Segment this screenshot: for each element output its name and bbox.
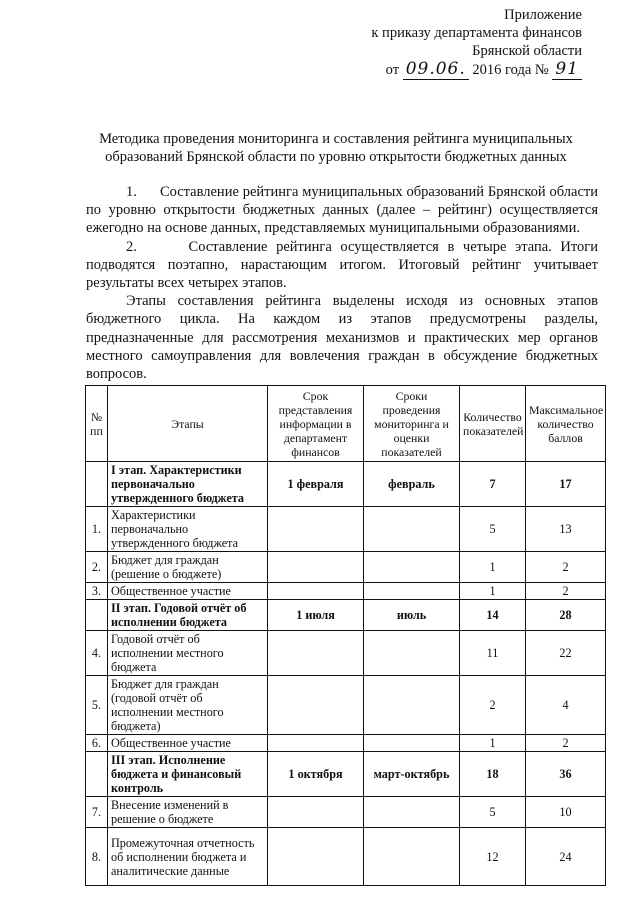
cell-stage-name: Внесение изменений в решение о бюджете (108, 797, 268, 828)
paragraph-2: 2. Составление рейтинга осуществляется в четыре этапа. Итоги подводятся поэтапно, нарастающим итогом. Итоговый рейтинг учитывает результаты всех четырех этапов. (86, 238, 598, 292)
cell-max: 13 (526, 507, 606, 552)
cell-deadline (268, 631, 364, 676)
cell-deadline: 1 июля (268, 600, 364, 631)
cell-num (86, 600, 108, 631)
cell-count: 2 (460, 676, 526, 735)
cell-max: 36 (526, 752, 606, 797)
cell-count: 11 (460, 631, 526, 676)
table-row (86, 828, 606, 886)
cell-stage-name: Общественное участие (108, 735, 268, 752)
header-deadline: Срок представления информации в департамент финансов (268, 386, 364, 462)
cell-deadline (268, 797, 364, 828)
cell-monitoring (364, 797, 460, 828)
table-row (86, 600, 606, 631)
cell-max: 2 (526, 552, 606, 583)
cell-max: 17 (526, 462, 606, 507)
table-header-row (86, 386, 606, 462)
table-row (86, 797, 606, 828)
rating-stages-table (85, 385, 606, 886)
handwritten-number: 91 (555, 59, 579, 79)
cell-monitoring (364, 552, 460, 583)
table-row (86, 583, 606, 600)
cell-monitoring (364, 583, 460, 600)
cell-monitoring (364, 735, 460, 752)
cell-num (86, 752, 108, 797)
cell-max: 22 (526, 631, 606, 676)
cell-max: 28 (526, 600, 606, 631)
cell-num: 6. (86, 735, 108, 752)
cell-count: 18 (460, 752, 526, 797)
table-row (86, 552, 606, 583)
cell-max: 4 (526, 676, 606, 735)
cell-stage-name: Бюджет для граждан (годовой отчёт об исполнении местного бюджета) (108, 676, 268, 735)
cell-count: 5 (460, 507, 526, 552)
header-monitoring: Сроки проведения мониторинга и оценки показателей (364, 386, 460, 462)
cell-max: 10 (526, 797, 606, 828)
cell-count: 1 (460, 552, 526, 583)
cell-stage-name: Общественное участие (108, 583, 268, 600)
paragraph-3: Этапы составления рейтинга выделены исходя из основных этапов бюджетного цикла. На каждом из этапов предусмотрены разделы, предназначенные для рассмотрения механизмов и практических мер органов местного самоуправления для вовлечения граждан в обсуждение бюджетных вопросов. (86, 293, 598, 383)
cell-max: 24 (526, 828, 606, 886)
cell-num: 4. (86, 631, 108, 676)
cell-num (86, 462, 108, 507)
cell-monitoring (364, 507, 460, 552)
cell-num: 3. (86, 583, 108, 600)
cell-deadline (268, 676, 364, 735)
header-max: Максимальное количество баллов (526, 386, 606, 462)
cell-num: 7. (86, 797, 108, 828)
cell-stage-name: Годовой отчёт об исполнении местного бюджета (108, 631, 268, 676)
approval-line-appendix: Приложение (504, 7, 582, 23)
table-row (86, 507, 606, 552)
cell-deadline: 1 октября (268, 752, 364, 797)
approval-block (371, 6, 582, 80)
cell-count: 12 (460, 828, 526, 886)
document-body (86, 183, 598, 383)
document-title (56, 130, 616, 166)
cell-deadline (268, 507, 364, 552)
header-num: № пп (86, 386, 108, 462)
cell-monitoring (364, 676, 460, 735)
approval-year-label: 2016 года № (472, 62, 549, 78)
cell-num: 1. (86, 507, 108, 552)
paragraph-1: 1. Составление рейтинга муниципальных образований Брянской области по уровню открытости бюджетных данных (далее – рейтинг) осуществляется ежегодно на основе данных, представляемых муниципальными образованиями. (86, 184, 598, 237)
table-row (86, 462, 606, 507)
handwritten-date: 09.06. (405, 59, 466, 79)
cell-count: 1 (460, 583, 526, 600)
cell-stage-name: Промежуточная отчетность об исполнении бюджета и аналитические данные (108, 828, 268, 886)
cell-num: 5. (86, 676, 108, 735)
cell-monitoring: февраль (364, 462, 460, 507)
cell-deadline (268, 552, 364, 583)
table-row (86, 676, 606, 735)
cell-deadline (268, 828, 364, 886)
cell-max: 2 (526, 735, 606, 752)
cell-monitoring: март-октябрь (364, 752, 460, 797)
header-stage: Этапы (108, 386, 268, 462)
cell-monitoring: июль (364, 600, 460, 631)
approval-line-order: к приказу департамента финансов (371, 25, 582, 41)
approval-date-line (371, 60, 582, 80)
cell-deadline (268, 735, 364, 752)
cell-count: 7 (460, 462, 526, 507)
cell-stage-name: Бюджет для граждан (решение о бюджете) (108, 552, 268, 583)
header-count: Количество показателей (460, 386, 526, 462)
title-line-1: Методика проведения мониторинга и составления рейтинга муниципальных (99, 131, 573, 147)
title-line-2: образований Брянской области по уровню открытости бюджетных данных (105, 149, 567, 165)
cell-stage-name: III этап. Исполнение бюджета и финансовый контроль (108, 752, 268, 797)
cell-monitoring (364, 631, 460, 676)
table-row (86, 752, 606, 797)
cell-stage-name: II этап. Годовой отчёт об исполнении бюджета (108, 600, 268, 631)
cell-count: 14 (460, 600, 526, 631)
cell-stage-name: I этап. Характеристики первоначально утвержденного бюджета (108, 462, 268, 507)
cell-monitoring (364, 828, 460, 886)
table-row (86, 735, 606, 752)
cell-count: 5 (460, 797, 526, 828)
approval-line-region: Брянской области (472, 43, 582, 59)
cell-deadline (268, 583, 364, 600)
approval-from-label: от (385, 62, 400, 78)
table-row (86, 631, 606, 676)
cell-num: 2. (86, 552, 108, 583)
cell-count: 1 (460, 735, 526, 752)
cell-deadline: 1 февраля (268, 462, 364, 507)
cell-num: 8. (86, 828, 108, 886)
cell-stage-name: Характеристики первоначально утвержденного бюджета (108, 507, 268, 552)
cell-max: 2 (526, 583, 606, 600)
